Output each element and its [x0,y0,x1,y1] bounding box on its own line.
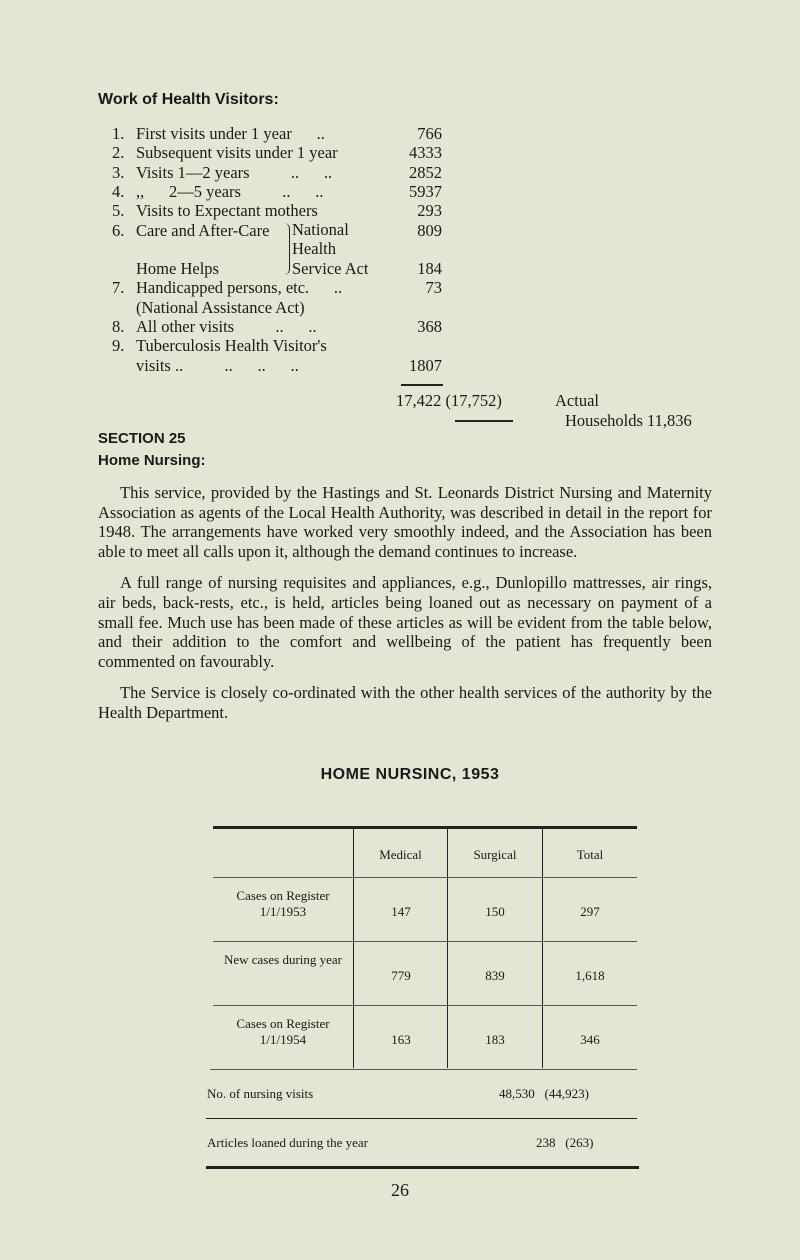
row-label: Cases on Register 1/1/1953 [236,888,330,919]
visit-row [112,336,442,355]
header-surgical: Surgical [473,847,517,862]
paragraph: This service, provided by the Hastings and St. Leonards District Nursing and Maternity Association as agents of the Local Health Authority, was described in detail in the report for 1948. The arrangements have worked very smoothly indeed, and the Association has been able to meet all calls upon it, although the demand continues to increase. [98,483,712,561]
item-label: Visits to Expectant mothers [136,201,318,221]
item-number: 8. [112,317,125,336]
cell-value: 297 [580,904,600,919]
item-number: 7. [112,278,125,298]
row-rule [210,1069,637,1070]
visit-row [112,259,442,278]
item-value: 293 [417,201,442,221]
visit-row [112,163,442,182]
item-label: Handicapped persons, etc. .. [136,278,343,298]
nursing-visits-label: No. of nursing visits [207,1086,314,1101]
cell-value: 147 [391,904,411,919]
item-number: 5. [112,201,125,221]
item-value: 1807 [409,355,442,375]
paragraph: The Service is closely co-ordinated with the other health services of the authority by the Health Department. [98,683,712,722]
item-value: 766 [417,124,442,143]
visit-row [112,278,442,297]
brace-icon [283,223,290,275]
act-line: National [292,220,349,239]
item-label: Visits 1—2 years .. .. [136,162,333,182]
cell-value: 839 [485,968,505,983]
visit-row [112,356,442,375]
item-value: 184 [417,259,442,279]
households: Households 11,836 [565,411,692,430]
page-number: 26 [391,1180,409,1200]
item-label: Care and After-Care [136,220,270,240]
item-number: 1. [112,124,125,143]
row-rule [213,877,637,878]
item-number: 3. [112,162,125,182]
item-label: ,, 2—5 years .. .. [136,181,324,201]
header-medical: Medical [379,847,422,862]
table-top-rule [213,826,637,829]
item-number: 6. [112,220,125,240]
act-line: Service Act [292,258,369,278]
item-label: All other visits .. .. [136,317,317,336]
item-label: visits .. .. .. .. [136,355,299,375]
item-label: Home Helps [136,259,219,279]
cell-value: 346 [580,1032,600,1047]
visit-row [112,143,442,162]
section-number: SECTION 25 [98,430,186,447]
item-value: 2852 [409,162,442,182]
cell-value: 183 [485,1032,505,1047]
sum-rule [401,384,443,386]
item-value: 4333 [409,143,442,163]
body-text [98,483,712,735]
item-value: 368 [417,317,442,336]
item-number: 2. [112,143,125,163]
item-value: 73 [425,278,442,298]
item-label: First visits under 1 year .. [136,124,325,143]
item-label: Subsequent visits under 1 year [136,143,338,163]
item-label: Tuberculosis Health Visitor's [136,336,327,356]
visit-row [112,182,442,201]
act-bracket [292,220,369,278]
row-label: Cases on Register 1/1/1954 [236,1016,330,1047]
visit-row [112,298,442,317]
paragraph: A full range of nursing requisites and appliances, e.g., Dunlopillo mattresses, air rings, air beds, back-rests, etc., is held, articles being loaned out as necessary on payment of a small fee. Much use has been made of these articles as will be evident from the table below, and their addition to the comfort and wellbeing of the patient has frequently been commented on favourably. [98,573,712,671]
row-rule [213,1005,637,1006]
subheading: Home Nursing: [98,452,206,469]
rule [206,1118,637,1119]
visit-row [112,221,442,240]
articles-label: Articles loaned during the year [207,1135,368,1150]
item-number: 9. [112,336,125,356]
item-label: (National Assistance Act) [136,297,305,317]
row-rule [213,941,637,942]
section-heading: Work of Health Visitors: [98,91,279,108]
row-label: New cases during year [223,952,343,967]
rule [455,420,513,422]
cell-value: 1,618 [575,968,605,983]
visits-total: 17,422 (17,752) [396,391,502,410]
nursing-visits-value: 48,530 (44,923) [499,1086,589,1101]
cell-value: 150 [485,904,505,919]
item-value: 5937 [409,181,442,201]
table-bottom-rule [206,1166,639,1169]
table-title: HOME NURSINC, 1953 [320,766,500,783]
actual-label: Actual [555,391,599,410]
cell-value: 779 [391,968,411,983]
item-number: 4. [112,181,125,201]
cell-value: 163 [391,1032,411,1047]
visit-row [112,124,442,143]
act-line: Health [292,239,336,259]
visit-row [112,317,442,336]
header-total: Total [576,847,604,862]
articles-value: 238 (263) [536,1135,594,1150]
visit-row [112,201,442,220]
item-value: 809 [417,220,442,240]
